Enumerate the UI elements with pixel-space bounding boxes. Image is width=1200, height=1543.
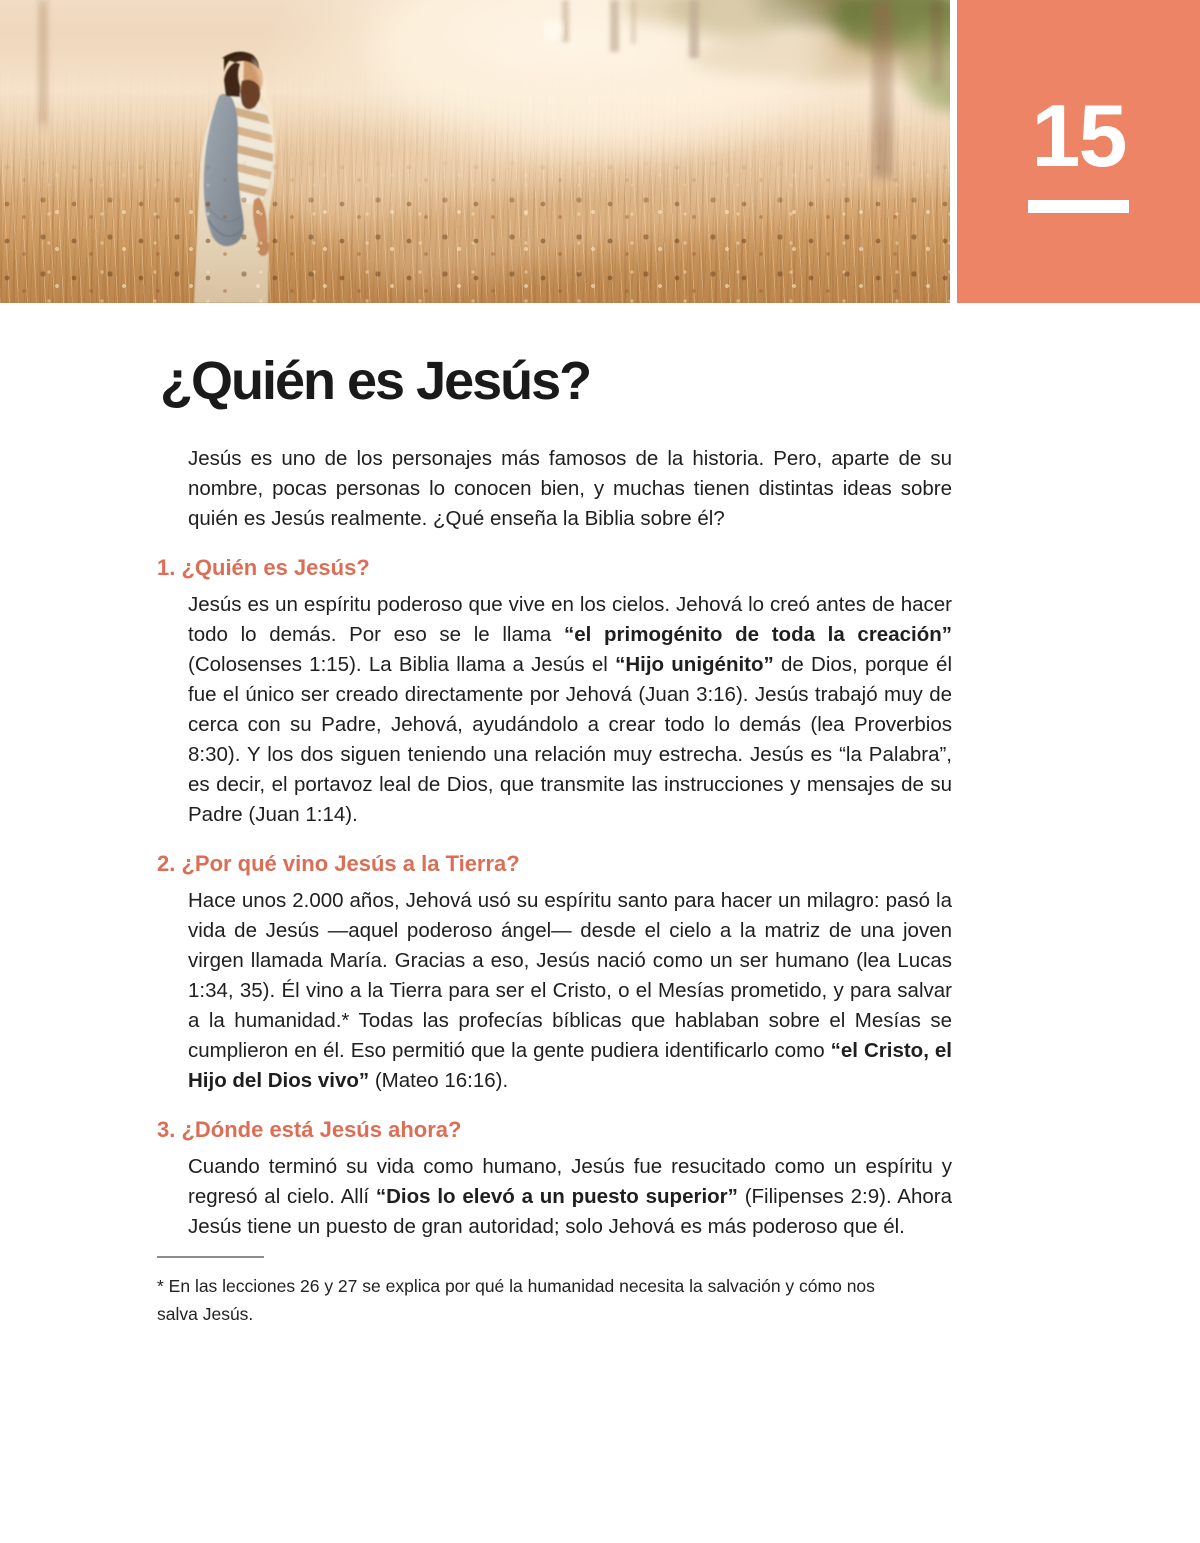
hero-divider-gap <box>950 0 957 303</box>
section-1-paragraph: Jesús es un espíritu poderoso que vive en los cielos. Jehová lo creó antes de hacer todo lo demás. Por eso se le llama “el primogénito de toda la creación” (Colosenses 1:15). La Biblia llama a Jesús el “Hijo unigénito” de Dios, porque él fue el único ser creado directamente por Jehová (Juan 3:16). Jesús trabajó muy de cerca con su Padre, Jehová, ayudándolo a crear todo lo demás (lea Proverbios 8:30). Y los dos siguen teniendo una relación muy estrecha. Jesús es “la Palabra”, es decir, el portavoz leal de Dios, que transmite las instrucciones y mensajes de su Padre (Juan 1:14). <box>188 593 952 826</box>
hero-banner <box>0 0 1200 303</box>
lesson-number-badge <box>957 0 1200 303</box>
lesson-number-underline <box>1028 200 1129 213</box>
jesus-walking-field-photo <box>0 0 950 303</box>
lesson-content <box>0 352 1200 1328</box>
section-1-heading: 1. ¿Quién es Jesús? <box>157 555 370 580</box>
footnote-divider <box>157 1256 264 1258</box>
section-3-heading: 3. ¿Dónde está Jesús ahora? <box>157 1117 462 1142</box>
grass-seedheads-texture <box>0 158 950 303</box>
footnote-text: * En las lecciones 26 y 27 se explica por qué la humanidad necesita la salvación y cómo nos salva Jesús. <box>157 1276 875 1324</box>
section-2-paragraph: Hace unos 2.000 años, Jehová usó su espíritu santo para hacer un milagro: pasó la vida de Jesús —aquel poderoso ángel— desde el cielo a la matriz de una joven virgen llamada María. Gracias a eso, Jesús nació como un ser humano (lea Lucas 1:34, 35). Él vino a la Tierra para ser el Cristo, o el Mesías prometido, y para salvar a la humanidad.* Todas las profecías bíblicas que hablaban sobre el Mesías se cumplieron en él. Eso permitió que la gente pudiera identificarlo como “el Cristo, el Hijo del Dios vivo” (Mateo 16:16). <box>188 889 952 1092</box>
page-title: ¿Quién es Jesús? <box>160 351 591 411</box>
intro-paragraph: Jesús es uno de los personajes más famosos de la historia. Pero, aparte de su nombre, pocas personas lo conocen bien, y muchas tienen distintas ideas sobre quién es Jesús realmente. ¿Qué enseña la Biblia sobre él? <box>188 447 952 530</box>
lesson-number: 15 <box>1031 86 1126 185</box>
section-3-paragraph: Cuando terminó su vida como humano, Jesús fue resucitado como un espíritu y regresó al cielo. Allí “Dios lo elevó a un puesto superior” (Filipenses 2:9). Ahora Jesús tiene un puesto de gran autoridad; solo Jehová es más poderoso que él. <box>188 1155 953 1238</box>
section-2-heading: 2. ¿Por qué vino Jesús a la Tierra? <box>157 851 520 876</box>
